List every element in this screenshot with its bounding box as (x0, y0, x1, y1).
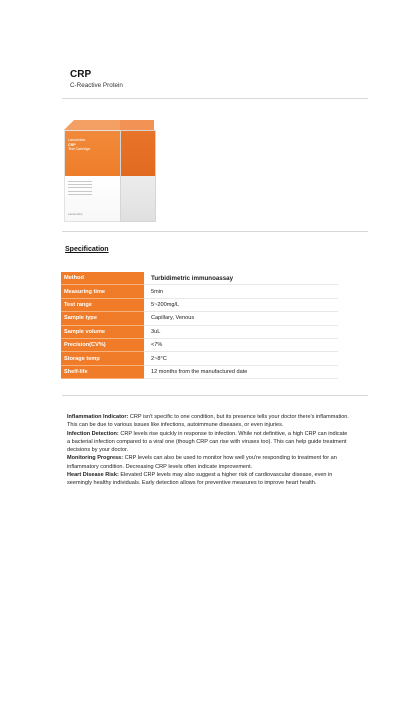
description-body: CRP levels can also be used to monitor how well you're responding to treatment for an inflammatory condition. Decreasing CRP levels often indicate improvement. (67, 455, 337, 470)
spec-row (61, 272, 338, 285)
divider-middle (62, 231, 368, 232)
spec-key: Measuring time (61, 285, 144, 298)
product-box-image (60, 118, 160, 222)
spec-row (61, 298, 338, 311)
specification-table (61, 272, 338, 379)
box-top-side-face (120, 120, 154, 130)
spec-key: Precision(CV%) (61, 338, 144, 351)
description-paragraph (67, 454, 350, 471)
box-label (68, 138, 90, 152)
spec-value: Capillary, Venous (144, 312, 338, 325)
spec-key: Method (61, 272, 144, 285)
description-paragraph (67, 413, 350, 430)
specification-heading: Specification (65, 246, 109, 253)
spec-key: Storage temp (61, 352, 144, 365)
box-side-face (120, 130, 156, 222)
description-label: Infection Detection: (67, 430, 119, 437)
spec-row (61, 325, 338, 338)
box-fine-print (68, 181, 108, 197)
spec-value: 12 months from the manufactured date (144, 365, 338, 378)
description-label: Inflammation Indicator: (67, 414, 129, 420)
description-label: Monitoring Progress: (67, 455, 124, 462)
spec-row (61, 285, 338, 298)
description-body: Elevated CRP levels may also suggest a higher risk of cardiovascular disease, even in seemingly healthy individuals. Early detection allows for preventive measures to improve heart health. (67, 472, 333, 487)
box-label-line: Lansionbio (68, 138, 86, 142)
box-label-line: CRP (68, 142, 76, 147)
description-body: CRP isn't specific to one condition, but its presence tells your doctor there's inflammation. This can be due to various issues like infections, autoimmune diseases, or even injuries. (67, 414, 349, 429)
spec-row (61, 312, 338, 325)
spec-value: <7% (144, 338, 338, 351)
spec-value: 5min (144, 285, 338, 298)
spec-value: 3uL (144, 325, 338, 338)
page-subtitle: C-Reactive Protein (70, 82, 123, 89)
spec-key: Shelf-life (61, 365, 144, 378)
page-title: CRP (70, 69, 92, 80)
spec-key: Sample volume (61, 325, 144, 338)
description-text (67, 413, 350, 488)
description-paragraph (67, 430, 350, 455)
spec-key: Sample type (61, 312, 144, 325)
box-logo: Lansionbio (68, 212, 83, 216)
spec-value: 2~8°C (144, 352, 338, 365)
spec-value: 5~200mg/L (144, 298, 338, 311)
description-paragraph (67, 471, 350, 488)
divider-top (62, 98, 368, 99)
divider-bottom (62, 395, 368, 396)
spec-value: Turbidimetric immunoassay (144, 272, 338, 285)
description-body: CRP levels rise quickly in response to infection. While not definitive, a high CRP can indicate a bacterial infection compared to a viral one (though CRP can rise with viruses too). This can help guide treatment decisions by your doctor. (67, 430, 348, 454)
box-label-line: Test Cartridge (68, 147, 91, 152)
spec-row (61, 338, 338, 351)
description-label: Heart Disease Risk: (67, 472, 119, 479)
spec-row (61, 352, 338, 365)
spec-key: Test range (61, 298, 144, 311)
spec-row (61, 365, 338, 378)
